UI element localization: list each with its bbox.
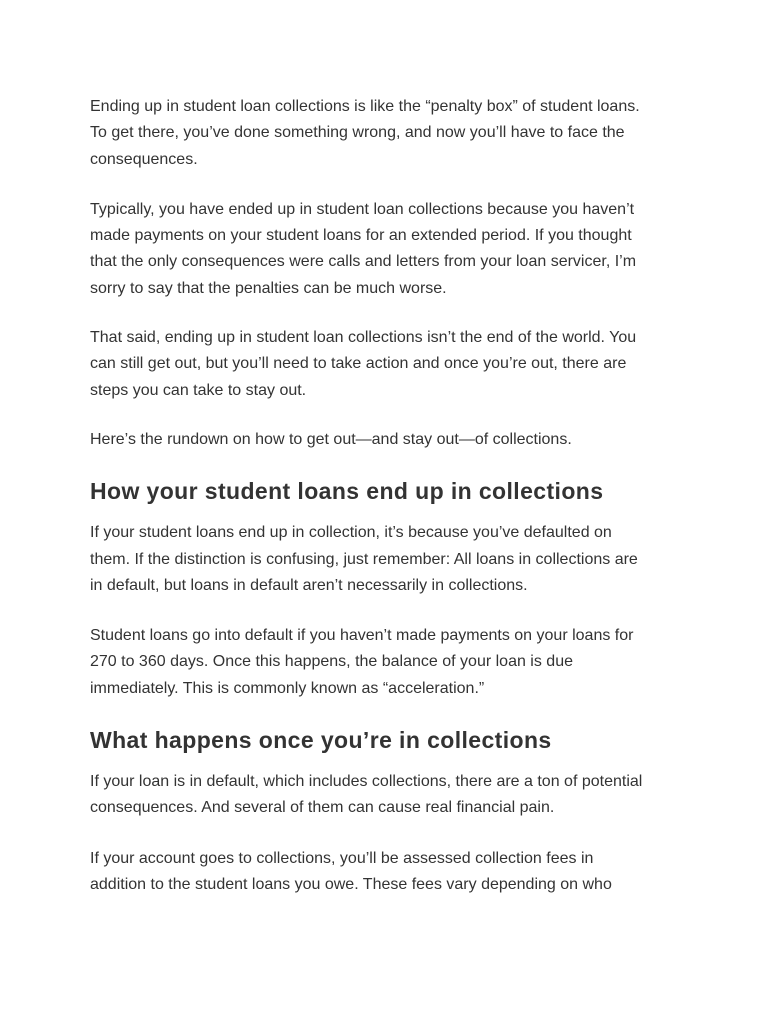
section-heading-how: How your student loans end up in collections <box>90 478 604 505</box>
section-heading-what-happens: What happens once you’re in collections <box>90 727 552 754</box>
paragraph-typically: Typically, you have ended up in student loan collections because you haven’t made payments on your student loans for an extended period. If you thought that the only consequences were calls and letters from your loan servicer, I’m sorry to say that the penalties can be much worse. <box>90 200 637 297</box>
paragraph-intro: Ending up in student loan collections is like the “penalty box” of student loans. To get there, you’ve done something wrong, and now you’ll have to face the consequences. <box>90 98 640 168</box>
document-page <box>90 94 680 898</box>
paragraph-defaulted: If your student loans end up in collection, it’s because you’ve defaulted on them. If the distinction is confusing, just remember: All loans in collections are in default, but loans in default aren’t necessarily in collections. <box>90 524 638 594</box>
paragraph-collection-fees: If your account goes to collections, you’ll be assessed collection fees in addition to the student loans you owe. These fees vary depending on who <box>90 849 612 893</box>
paragraph-that-said: That said, ending up in student loan collections isn’t the end of the world. You can still get out, but you’ll need to take action and once you’re out, there are steps you can take to stay out. <box>90 329 637 399</box>
paragraph-default-timing: Student loans go into default if you haven’t made payments on your loans for 270 to 360 days. Once this happens, the balance of your loan is due immediately. This is commonly known as “acceleration.” <box>90 627 634 697</box>
paragraph-rundown: Here’s the rundown on how to get out—and stay out—of collections. <box>90 430 572 448</box>
paragraph-consequences: If your loan is in default, which includes collections, there are a ton of potential consequences. And several of them can cause real financial pain. <box>90 773 643 817</box>
